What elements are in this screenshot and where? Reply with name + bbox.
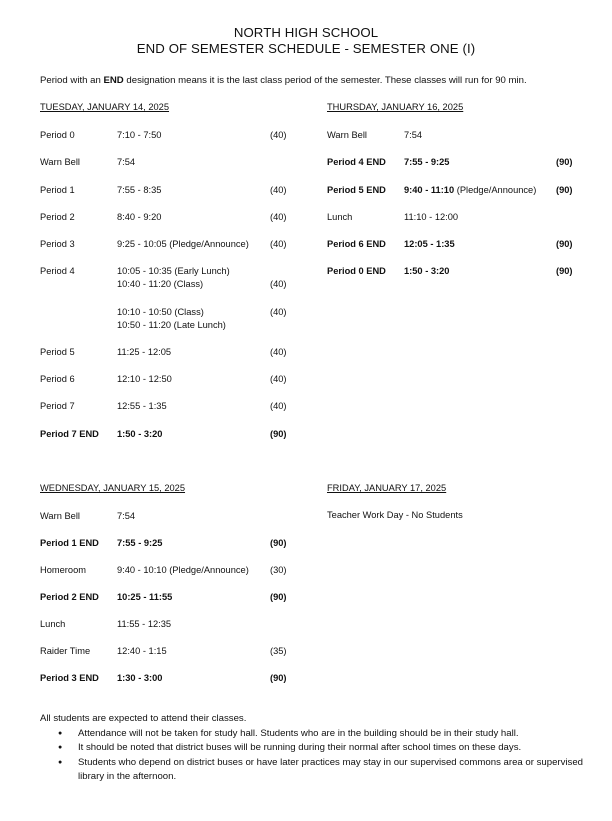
intro-before: Period with an [40, 75, 104, 86]
row-time: 11:25 - 12:05 [117, 347, 172, 357]
row-duration: (40) [270, 212, 287, 222]
row-label: Period 0 END [327, 266, 386, 276]
row-label: Period 3 END [40, 673, 99, 683]
row-duration: (90) [270, 429, 287, 439]
row-label: Period 4 END [327, 157, 386, 167]
row-label: Period 0 [40, 130, 75, 140]
row-label: Period 5 END [327, 185, 386, 195]
friday-note: Teacher Work Day - No Students [327, 510, 463, 520]
row-time: 1:50 - 3:20 [117, 429, 163, 439]
wednesday-heading: WEDNESDAY, JANUARY 15, 2025 [40, 483, 186, 493]
row-duration: (40) [270, 279, 287, 289]
row-duration: (40) [270, 401, 287, 411]
row-duration: (90) [556, 185, 573, 195]
thursday-heading: THURSDAY, JANUARY 16, 2025 [327, 102, 464, 112]
row-duration: (40) [270, 307, 287, 317]
row-time-note: (Pledge/Announce) [454, 185, 537, 195]
row-time-value: 9:40 - 11:10 [404, 185, 455, 195]
row-label: Period 4 [40, 266, 75, 276]
row-label: Lunch [40, 619, 66, 629]
row-label: Lunch [327, 212, 353, 222]
row-duration: (40) [270, 185, 287, 195]
intro-text [40, 75, 527, 86]
row-label: Period 5 [40, 347, 75, 357]
footer-bullet: ● Students who depend on district buses or have later practices may stay in our supervised commons area or supervised library in the afternoon. [58, 756, 588, 785]
row-label: Period 3 [40, 239, 75, 249]
row-time-second: 10:50 - 11:20 (Late Lunch) [117, 320, 226, 330]
row-duration: (30) [270, 565, 287, 575]
row-time: 12:10 - 12:50 [117, 374, 172, 384]
row-duration: (90) [556, 266, 573, 276]
row-label: Warn Bell [327, 130, 367, 140]
row-time: 1:50 - 3:20 [404, 266, 450, 276]
row-time-second: 10:40 - 11:20 (Class) [117, 279, 204, 289]
row-time [404, 184, 536, 196]
row-time: 12:40 - 1:15 [117, 646, 167, 656]
row-duration: (40) [270, 374, 287, 384]
row-label: Warn Bell [40, 511, 80, 521]
row-duration: (35) [270, 646, 287, 656]
row-time: 12:05 - 1:35 [404, 239, 455, 249]
row-duration: (90) [270, 592, 287, 602]
row-time: 11:55 - 12:35 [117, 619, 172, 629]
row-time: 10:10 - 10:50 (Class) [117, 307, 204, 317]
row-label: Period 7 END [40, 429, 99, 439]
row-time: 12:55 - 1:35 [117, 401, 167, 411]
schedule-title: END OF SEMESTER SCHEDULE - SEMESTER ONE (I) [136, 41, 476, 56]
row-label: Period 2 END [40, 592, 99, 602]
row-time: 7:54 [117, 157, 136, 167]
row-time: 11:10 - 12:00 [404, 212, 459, 222]
row-time: 7:55 - 9:25 [404, 157, 450, 167]
row-time: 1:30 - 3:00 [117, 673, 163, 683]
row-label: Period 7 [40, 401, 75, 411]
row-duration: (40) [270, 239, 287, 249]
row-duration: (90) [556, 239, 573, 249]
footer-bullet: ● Attendance will not be taken for study hall. Students who are in the building should be in their study hall. [58, 727, 588, 741]
row-label: Period 1 END [40, 538, 99, 548]
row-time: 9:40 - 10:10 (Pledge/Announce) [117, 565, 249, 575]
row-label: Period 6 [40, 374, 75, 384]
row-time: 10:25 - 11:55 [117, 592, 173, 602]
friday-heading: FRIDAY, JANUARY 17, 2025 [327, 483, 447, 493]
row-label: Warn Bell [40, 157, 80, 167]
row-time: 7:55 - 8:35 [117, 185, 162, 195]
row-time: 7:54 [404, 130, 423, 140]
row-duration: (40) [270, 347, 287, 357]
footer-bullet-list [58, 727, 588, 784]
row-time: 7:10 - 7:50 [117, 130, 162, 140]
row-label: Period 1 [40, 185, 75, 195]
row-time: 9:25 - 10:05 (Pledge/Announce) [117, 239, 249, 249]
row-duration: (90) [270, 538, 287, 548]
row-label: Homeroom [40, 565, 86, 575]
row-label: Period 6 END [327, 239, 386, 249]
row-duration: (90) [556, 157, 573, 167]
row-duration: (90) [270, 673, 287, 683]
row-duration: (40) [270, 130, 287, 140]
row-time: 7:54 [117, 511, 136, 521]
tuesday-heading: TUESDAY, JANUARY 14, 2025 [40, 102, 170, 112]
row-label: Period 2 [40, 212, 75, 222]
footer-lead: All students are expected to attend their classes. [40, 713, 247, 724]
row-time: 7:55 - 9:25 [117, 538, 163, 548]
intro-end-keyword: END [103, 75, 124, 86]
intro-after: designation means it is the last class period of the semester. These classes will run for 90 min. [123, 75, 527, 86]
row-time: 8:40 - 9:20 [117, 212, 162, 222]
school-name: NORTH HIGH SCHOOL [233, 25, 379, 40]
row-label: Raider Time [40, 646, 91, 656]
row-time: 10:05 - 10:35 (Early Lunch) [117, 266, 230, 276]
footer-bullet: ● It should be noted that district buses will be running during their normal after school times on these days. [58, 741, 588, 755]
